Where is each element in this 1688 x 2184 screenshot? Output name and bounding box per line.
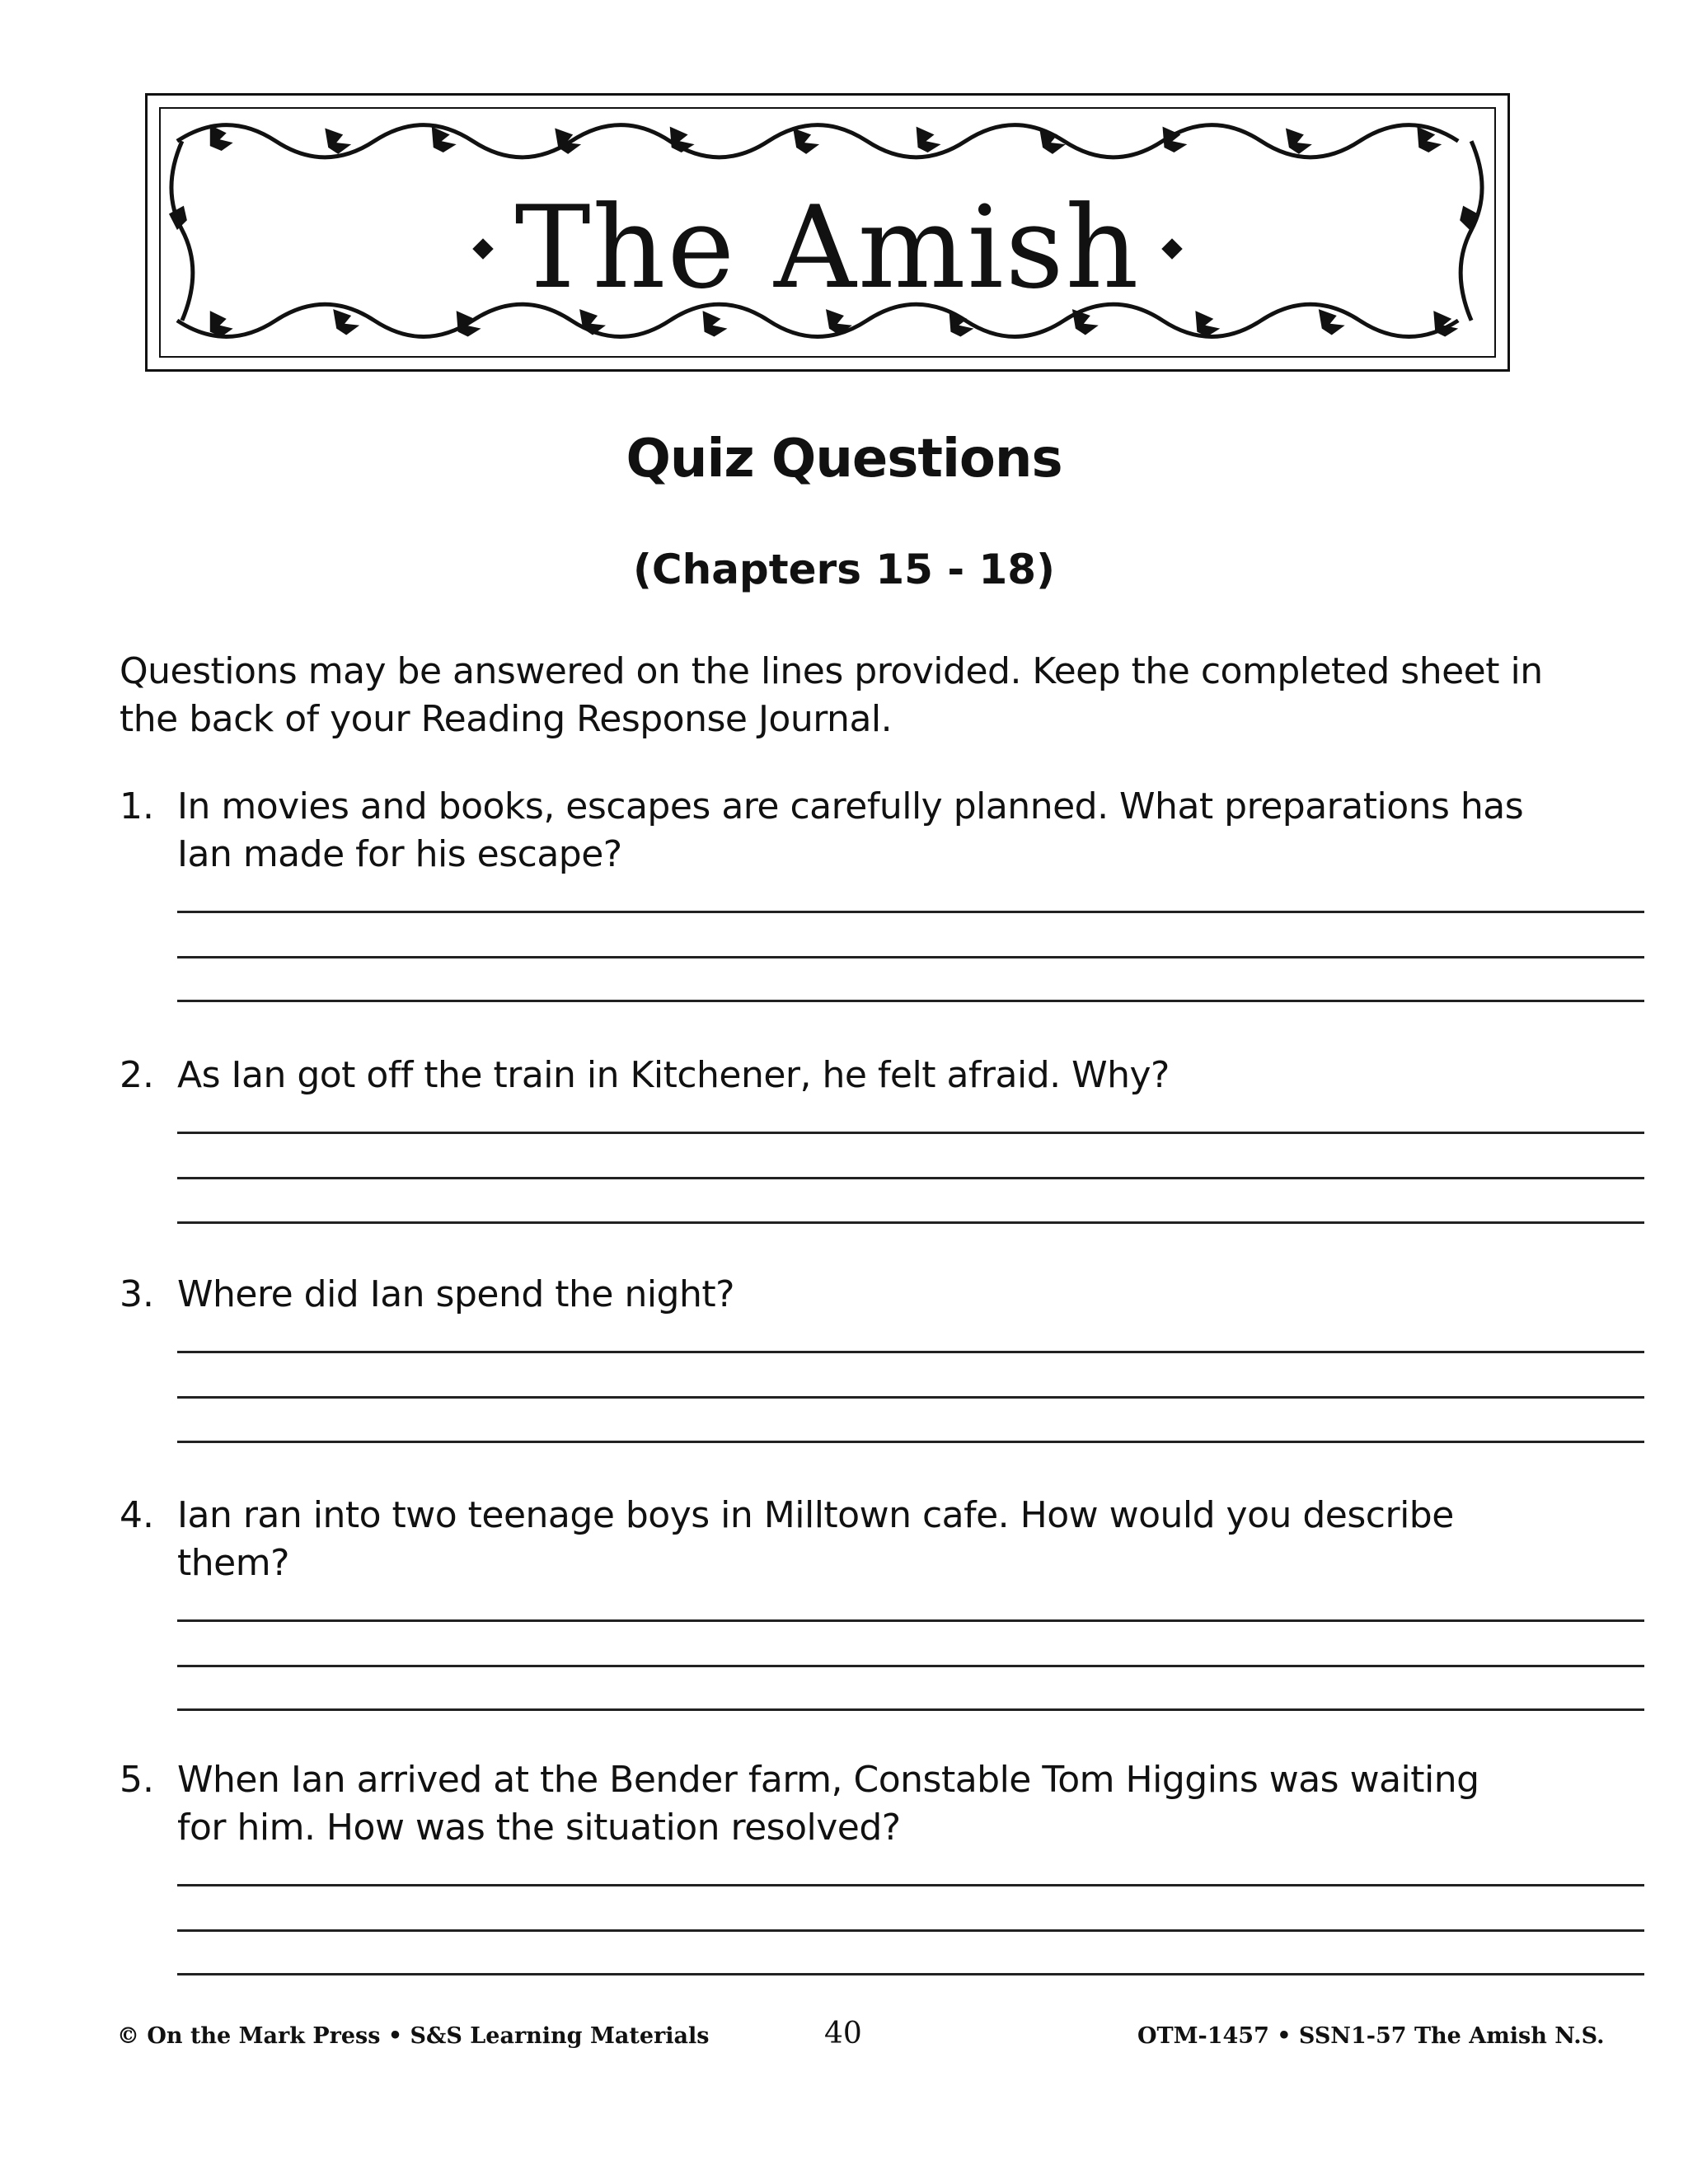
page-subtitle: (Chapters 15 - 18) — [633, 546, 1055, 593]
answer-line[interactable] — [177, 1000, 1644, 1002]
diamond-bullet-icon — [472, 238, 493, 259]
answer-line[interactable] — [177, 1221, 1644, 1224]
answer-line[interactable] — [177, 1929, 1644, 1932]
banner-title — [161, 181, 1494, 314]
page-title: Quiz Questions — [626, 429, 1062, 490]
answer-line[interactable] — [177, 1708, 1644, 1711]
question-text: As Ian got off the train in Kitchener, he felt afraid. Why? — [177, 1054, 1170, 1096]
answer-line[interactable] — [177, 1884, 1644, 1886]
answer-line[interactable] — [177, 1177, 1644, 1179]
answer-line[interactable] — [177, 1351, 1644, 1353]
question-number: 2. — [120, 1054, 154, 1096]
page-footer — [0, 2017, 1688, 2073]
footer-copyright: © On the Mark Press • S&S Learning Materials — [117, 2023, 710, 2049]
diamond-bullet-icon — [1162, 238, 1183, 259]
answer-line[interactable] — [177, 956, 1644, 958]
footer-product-code: OTM-1457 • SSN1-57 The Amish N.S. — [1137, 2023, 1605, 2049]
answer-line[interactable] — [177, 1396, 1644, 1399]
title-banner — [145, 93, 1510, 372]
question-number: 3. — [120, 1273, 154, 1315]
question-number: 1. — [120, 785, 154, 827]
banner-title-text: The Amish — [514, 181, 1141, 314]
question-text: In movies and books, escapes are carefully planned. What preparations has Ian made for his escape? — [177, 785, 1524, 875]
question-number: 4. — [120, 1494, 154, 1536]
answer-line[interactable] — [177, 911, 1644, 913]
answer-line[interactable] — [177, 1619, 1644, 1622]
question-text: When Ian arrived at the Bender farm, Constable Tom Higgins was waiting for him. How was the situation resolved? — [177, 1759, 1479, 1849]
question-text: Ian ran into two teenage boys in Milltown cafe. How would you describe them? — [177, 1494, 1454, 1584]
instructions-text: Questions may be answered on the lines provided. Keep the completed sheet in the back of your Reading Response Journal. — [120, 650, 1543, 740]
answer-line[interactable] — [177, 1441, 1644, 1443]
question-number: 5. — [120, 1759, 154, 1801]
banner-inner-frame — [159, 107, 1496, 358]
answer-line[interactable] — [177, 1132, 1644, 1134]
answer-line[interactable] — [177, 1665, 1644, 1667]
page-number: 40 — [824, 2017, 862, 2050]
question-text: Where did Ian spend the night? — [177, 1273, 734, 1315]
answer-line[interactable] — [177, 1973, 1644, 1975]
